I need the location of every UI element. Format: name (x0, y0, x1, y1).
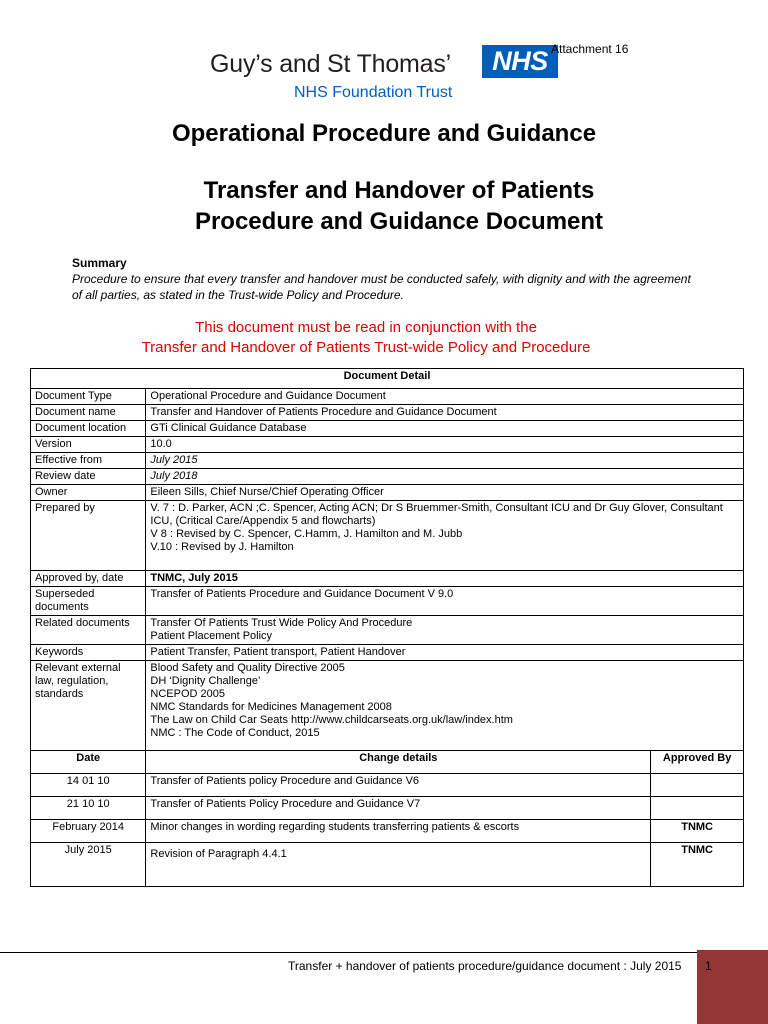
row-label: Superseded documents (31, 587, 146, 616)
change-date: 21 10 10 (31, 797, 146, 820)
document-title-line2: Procedure and Guidance Document (194, 208, 604, 235)
change-approved-by (651, 774, 744, 797)
table-row (31, 501, 744, 571)
row-value: July 2018 (146, 469, 744, 485)
table-row (31, 645, 744, 661)
row-label: Approved by, date (31, 571, 146, 587)
foundation-trust-label: NHS Foundation Trust (294, 84, 453, 101)
table-row (31, 587, 744, 616)
external-law-line: NMC : The Code of Conduct, 2015 (150, 727, 320, 739)
change-date: July 2015 (31, 843, 146, 887)
table-row (31, 405, 744, 421)
row-label: Relevant external law, regulation, standards (31, 661, 146, 751)
row-value (146, 616, 744, 645)
change-details-text: Revision of Paragraph 4.4.1 (150, 848, 287, 860)
nhs-logo: NHS (482, 45, 558, 78)
document-category-heading: Operational Procedure and Guidance (171, 120, 597, 147)
external-law-line: DH ‘Dignity Challenge’ (150, 675, 261, 687)
row-value: Transfer and Handover of Patients Procedure and Guidance Document (146, 405, 744, 421)
date-column-header: Date (31, 751, 146, 774)
change-approved-by: TNMC (651, 820, 744, 843)
change-table-header (31, 751, 744, 774)
row-value: Operational Procedure and Guidance Document (146, 389, 744, 405)
trust-name: Guy’s and St Thomas’ (210, 50, 452, 78)
prepared-by-line: V 8 : Revised by C. Spencer, C.Hamm, J. Hamilton and M. Jubb (150, 528, 463, 540)
row-value (146, 661, 744, 751)
document-detail-heading: Document Detail (31, 369, 744, 389)
change-details: Transfer of Patients Policy Procedure and Guidance V7 (146, 797, 651, 820)
footer-divider (0, 952, 768, 953)
approved-by-column-header: Approved By (651, 751, 744, 774)
row-value: Transfer of Patients Procedure and Guidance Document V 9.0 (146, 587, 744, 616)
table-row (31, 485, 744, 501)
table-row (31, 661, 744, 751)
summary-heading: Summary (72, 256, 127, 270)
conjunction-notice-line1: This document must be read in conjunction with the (195, 319, 537, 336)
document-title-line1: Transfer and Handover of Patients (203, 177, 595, 204)
row-value: Eileen Sills, Chief Nurse/Chief Operating Officer (146, 485, 744, 501)
external-law-line: NMC Standards for Medicines Management 2008 (150, 701, 392, 713)
prepared-by-line: V.10 : Revised by J. Hamilton (150, 541, 294, 553)
change-approved-by (651, 797, 744, 820)
prepared-by-line: V. 7 : D. Parker, ACN ;C. Spencer, Acting ACN; Dr S Bruemmer-Smith, Consultant ICU and Dr Guy Glover, Consultant ICU, (Critical Care/Appendix 5 and flowcharts) (150, 502, 723, 527)
row-label: Keywords (31, 645, 146, 661)
row-value (146, 501, 744, 571)
attachment-label: Attachment 16 (551, 42, 629, 56)
table-row (31, 820, 744, 843)
table-row (31, 774, 744, 797)
row-label: Version (31, 437, 146, 453)
document-title (0, 175, 768, 237)
conjunction-notice (0, 318, 732, 358)
table-row (31, 571, 744, 587)
page-number: 1 (705, 959, 712, 973)
change-details-column-header: Change details (146, 751, 651, 774)
row-value: Patient Transfer, Patient transport, Patient Handover (146, 645, 744, 661)
row-value: GTi Clinical Guidance Database (146, 421, 744, 437)
table-row (31, 797, 744, 820)
row-value: TNMC, July 2015 (146, 571, 744, 587)
change-approved-by: TNMC (651, 843, 744, 887)
related-doc-line: Patient Placement Policy (150, 630, 273, 642)
table-row (31, 453, 744, 469)
change-date: February 2014 (31, 820, 146, 843)
row-value: 10.0 (146, 437, 744, 453)
row-label: Review date (31, 469, 146, 485)
row-value: July 2015 (146, 453, 744, 469)
row-label: Prepared by (31, 501, 146, 571)
change-details: Minor changes in wording regarding students transferring patients & escorts (146, 820, 651, 843)
table-row (31, 389, 744, 405)
related-doc-line: Transfer Of Patients Trust Wide Policy And Procedure (150, 617, 413, 629)
table-row (31, 469, 744, 485)
table-row (31, 421, 744, 437)
row-label: Owner (31, 485, 146, 501)
row-label: Effective from (31, 453, 146, 469)
row-label: Related documents (31, 616, 146, 645)
table-row (31, 437, 744, 453)
footer-text: Transfer + handover of patients procedure/guidance document : July 2015 (288, 959, 682, 973)
summary-text: Procedure to ensure that every transfer and handover must be conducted safely, with dignity and with the agreement of all parties, as stated in the Trust-wide Policy and Procedure. (72, 272, 691, 302)
table-row (31, 616, 744, 645)
document-detail-table (30, 368, 744, 887)
external-law-line: Blood Safety and Quality Directive 2005 (150, 662, 345, 674)
table-row (31, 843, 744, 887)
row-label: Document location (31, 421, 146, 437)
change-date: 14 01 10 (31, 774, 146, 797)
external-law-line: NCEPOD 2005 (150, 688, 225, 700)
row-label: Document Type (31, 389, 146, 405)
conjunction-notice-line2: Transfer and Handover of Patients Trust-wide Policy and Procedure (141, 339, 591, 356)
row-label: Document name (31, 405, 146, 421)
change-details (146, 843, 651, 887)
external-law-line: The Law on Child Car Seats http://www.childcarseats.org.uk/law/index.htm (150, 714, 513, 726)
change-details: Transfer of Patients policy Procedure and Guidance V6 (146, 774, 651, 797)
